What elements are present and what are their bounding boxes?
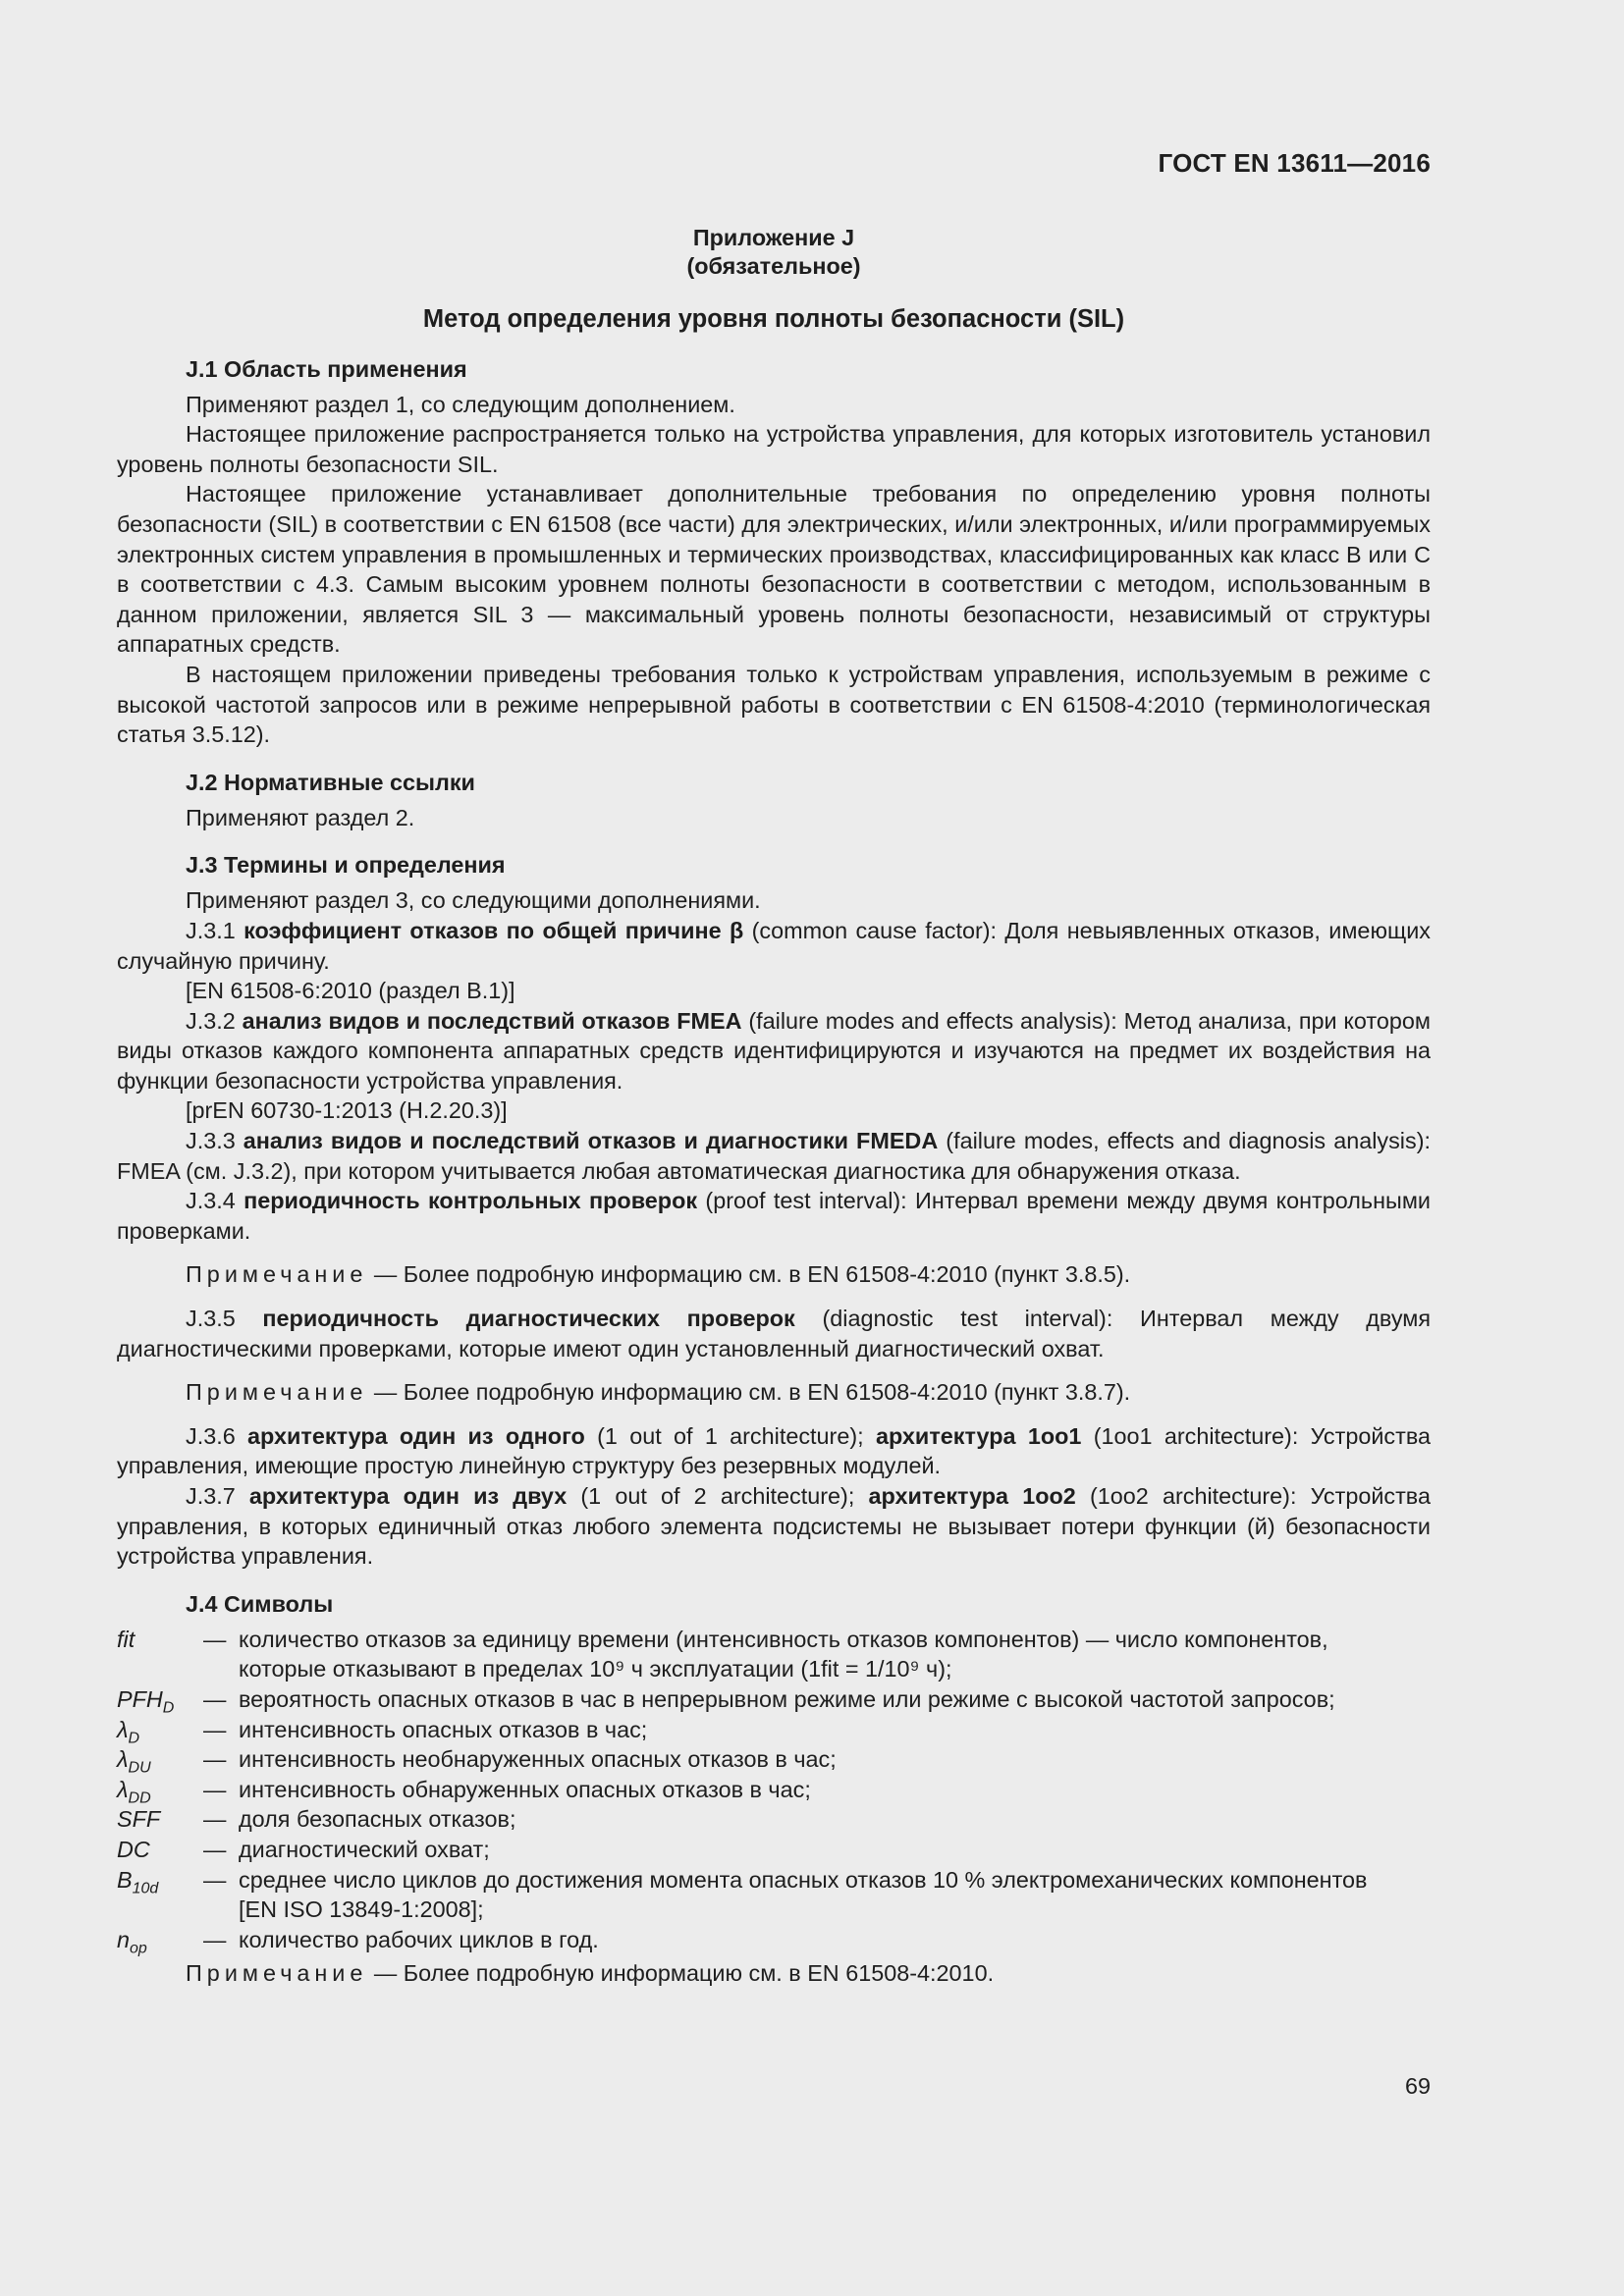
- symbol-key: [117, 1865, 203, 1896]
- paragraph: Применяют раздел 2.: [186, 804, 415, 830]
- note-text: — Более подробную информацию см. в EN 61508-4:2010 (пункт 3.8.7).: [367, 1379, 1131, 1406]
- term-name: коэффициент отказов по общей причине β: [244, 917, 744, 943]
- term-definition: [117, 1006, 1431, 1096]
- symbol-row: [117, 1625, 1431, 1684]
- term-name: архитектура один из одного: [247, 1422, 585, 1449]
- symbol-description: среднее число циклов до достижения момента опасных отказов 10 % электромеханических компонентов [EN ISO 13849-1:2008];: [239, 1866, 1368, 1923]
- symbol-description: интенсивность необнаруженных опасных отказов в час;: [239, 1746, 837, 1773]
- symbol-row: [117, 1865, 1431, 1925]
- term-definition: [117, 916, 1431, 976]
- standard-code: ГОСТ EN 13611—2016: [1158, 148, 1431, 178]
- annex-status: (обязательное): [686, 253, 861, 279]
- symbol-description: интенсивность обнаруженных опасных отказов в час;: [239, 1776, 811, 1802]
- note: [117, 1377, 1431, 1408]
- term-text: (1 out of 2 architecture);: [567, 1483, 869, 1509]
- term-name: периодичность контрольных проверок: [244, 1188, 698, 1214]
- note: [117, 1958, 1431, 1989]
- symbol-dash: —: [203, 1926, 227, 1952]
- term-name: архитектура один из двух: [248, 1483, 568, 1509]
- term-definition: [117, 1186, 1431, 1246]
- term-name-alt: архитектура 1oo2: [868, 1483, 1076, 1509]
- term-name: периодичность диагностических проверок: [262, 1306, 795, 1332]
- note: [117, 1259, 1431, 1290]
- symbol-dash: —: [203, 1746, 227, 1773]
- section-heading-j2: J.2 Нормативные ссылки: [186, 769, 475, 795]
- term-name: анализ видов и последствий отказов и диагностики FMEDA: [243, 1128, 939, 1154]
- annex-letter: Приложение J: [692, 225, 855, 250]
- symbol-dash: —: [203, 1716, 227, 1742]
- page-content: [117, 145, 1431, 2002]
- note-label: Примечание: [186, 1379, 368, 1406]
- annex-title: Метод определения уровня полноты безопасности (SIL): [422, 305, 1125, 333]
- symbol-subscript: D: [162, 1699, 175, 1717]
- symbol-description: доля безопасных отказов;: [239, 1806, 516, 1833]
- note-text: — Более подробную информацию см. в EN 61508-4:2010 (пункт 3.8.5).: [367, 1261, 1131, 1288]
- term-text: (failure modes and effects analysis): Метод анализа, при котором виды отказов каждого компонента аппаратных средств идентифицируются и изучаются на предмет их воздействия на функции безопасности устройства управления.: [117, 1007, 1431, 1094]
- symbol-description: вероятность опасных отказов в час в непрерывном режиме или режиме с высокой частотой запросов;: [239, 1685, 1335, 1712]
- symbol-key: [117, 1775, 203, 1805]
- symbol-name: PFH: [117, 1685, 163, 1712]
- page-number: 69: [1404, 2073, 1431, 2099]
- symbol-description: количество отказов за единицу времени (интенсивность отказов компонентов) — число компонентов, которые отказывают в пределах 10⁹ ч эксплуатации (1fit = 1/10⁹ ч);: [239, 1626, 1328, 1682]
- term-text: (proof test interval): Интервал времени между двумя контрольными проверками.: [117, 1188, 1431, 1244]
- symbols-list: [117, 1625, 1431, 1955]
- symbol-subscript: DD: [128, 1789, 151, 1807]
- term-text: (1oo1 architecture): Устройства управления, имеющие простую линейную структуру без резервных модулей.: [117, 1422, 1432, 1479]
- symbol-row: [117, 1715, 1431, 1745]
- term-number: J.3.6: [186, 1422, 236, 1449]
- symbol-key: [117, 1625, 203, 1655]
- term-name: анализ видов и последствий отказов FMEA: [242, 1007, 742, 1034]
- paragraph: Применяют раздел 1, со следующим дополнением.: [186, 391, 735, 417]
- symbol-row: [117, 1804, 1431, 1835]
- symbol-dash: —: [203, 1806, 227, 1833]
- symbol-name: λ: [117, 1716, 129, 1742]
- symbol-dash: —: [203, 1866, 227, 1893]
- term-definition: [117, 1421, 1431, 1481]
- symbol-description: интенсивность опасных отказов в час;: [239, 1716, 648, 1742]
- term-number: J.3.4: [186, 1188, 236, 1214]
- term-text: (1 out of 1 architecture);: [584, 1422, 876, 1449]
- symbol-name: λ: [117, 1746, 129, 1773]
- term-reference: [prEN 60730-1:2013 (H.2.20.3)]: [186, 1097, 508, 1124]
- paragraph: Применяют раздел 3, со следующими дополнениями.: [186, 887, 761, 914]
- term-text: (diagnostic test interval): Интервал между двумя диагностическими проверками, которые имеют один установленный диагностический охват.: [117, 1306, 1432, 1362]
- symbol-name: DC: [117, 1836, 150, 1862]
- symbol-subscript: D: [128, 1730, 140, 1747]
- symbol-name: n: [117, 1926, 131, 1952]
- term-text: (1oo2 architecture): Устройства управления, в которых единичный отказ любого элемента подсистемы не вызывает потери функции (й) безопасности устройства управления.: [117, 1483, 1431, 1570]
- symbol-key: [117, 1715, 203, 1745]
- symbol-dash: —: [203, 1836, 227, 1862]
- symbol-key: [117, 1925, 203, 1955]
- section-heading-j3: J.3 Термины и определения: [186, 852, 506, 879]
- symbol-description: диагностический охват;: [239, 1836, 490, 1862]
- paragraph: В настоящем приложении приведены требования только к устройствам управления, используемым в режиме с высокой частотой запросов или в режиме непрерывной работы в соответствии с EN 61508-4:2010 (терминологическая статья 3.5.12).: [117, 661, 1431, 748]
- symbol-dash: —: [203, 1626, 227, 1652]
- symbol-name: λ: [117, 1776, 129, 1802]
- note-text: — Более подробную информацию см. в EN 61508-4:2010.: [367, 1960, 995, 1987]
- symbol-dash: —: [203, 1685, 227, 1712]
- term-text: (common cause factor): Доля невыявленных отказов, имеющих случайную причину.: [117, 917, 1431, 974]
- annex-label: [117, 224, 1431, 281]
- symbol-description: количество рабочих циклов в год.: [239, 1926, 599, 1952]
- symbol-row: [117, 1775, 1431, 1805]
- symbol-row: [117, 1744, 1431, 1775]
- term-name-alt: архитектура 1oo1: [875, 1422, 1082, 1449]
- term-definition: [117, 1481, 1431, 1572]
- symbol-row: [117, 1925, 1431, 1955]
- symbol-key: [117, 1804, 203, 1835]
- symbol-key: [117, 1684, 203, 1715]
- symbol-subscript: DU: [128, 1759, 151, 1777]
- symbol-name: B: [117, 1866, 133, 1893]
- term-reference: [EN 61508-6:2010 (раздел В.1)]: [186, 978, 515, 1004]
- symbol-key: [117, 1744, 203, 1775]
- section-heading-j1: J.1 Область применения: [186, 355, 467, 382]
- term-number: J.3.1: [186, 917, 236, 943]
- term-number: J.3.5: [186, 1306, 236, 1332]
- term-definition: [117, 1304, 1431, 1363]
- section-heading-j4: J.4 Символы: [186, 1590, 334, 1617]
- symbol-name: fit: [117, 1626, 135, 1652]
- symbol-subscript: 10d: [132, 1880, 159, 1897]
- term-number: J.3.7: [186, 1483, 236, 1509]
- term-number: J.3.3: [186, 1128, 236, 1154]
- paragraph: Настоящее приложение устанавливает дополнительные требования по определению уровня полноты безопасности (SIL) в соответствии с EN 61508 (все части) для электрических, и/или электронных, и/или программируемых электронных систем управления в промышленных и термических производствах, классифицированных как класс В или С в соответствии с 4.3. Самым высоким уровнем полноты безопасности в соответствии с методом, использованным в данном приложении, является SIL 3 — максимальный уровень полноты безопасности, независимый от структуры аппаратных средств.: [117, 481, 1431, 658]
- symbol-key: [117, 1835, 203, 1865]
- paragraph: Настоящее приложение распространяется только на устройства управления, для которых изготовитель установил уровень полноты безопасности SIL.: [117, 421, 1431, 477]
- term-definition: [117, 1126, 1431, 1186]
- symbol-subscript: op: [130, 1940, 147, 1957]
- symbol-name: SFF: [117, 1806, 161, 1833]
- symbol-row: [117, 1684, 1431, 1715]
- term-text: (failure modes, effects and diagnosis analysis): FMEA (см. J.3.2), при котором учитывается любая автоматическая диагностика для обнаружения отказа.: [117, 1128, 1431, 1184]
- note-label: Примечание: [186, 1960, 368, 1987]
- term-number: J.3.2: [186, 1007, 236, 1034]
- symbol-row: [117, 1835, 1431, 1865]
- symbol-dash: —: [203, 1776, 227, 1802]
- note-label: Примечание: [186, 1261, 368, 1288]
